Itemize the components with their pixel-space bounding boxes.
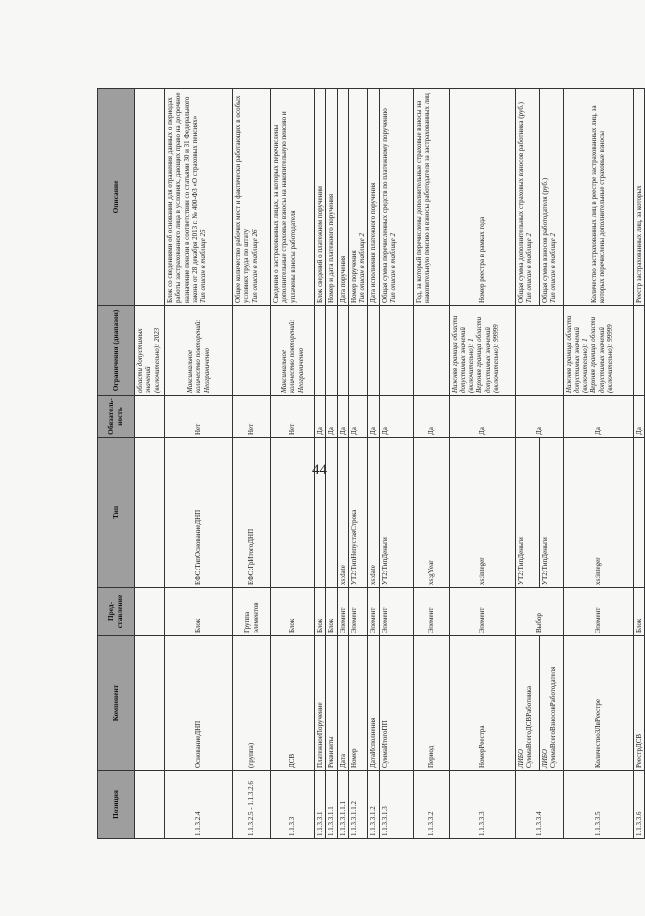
- description-text: Общее количество рабочих мест и фактически работающих в особых условиях труда по штату: [234, 95, 251, 303]
- cell-representation: Блок: [633, 588, 644, 636]
- table-row: [413, 89, 449, 839]
- spec-table: [97, 88, 645, 839]
- table-row: [348, 89, 368, 839]
- cell-position: 1.1.3.3.2: [413, 771, 449, 839]
- cell-representation: Элемент: [563, 588, 633, 636]
- cell-representation: Блок: [326, 588, 337, 636]
- cell-position: 1.1.3.3.1.1.2: [348, 771, 368, 839]
- cell-component: ДСВ: [271, 636, 315, 771]
- range-line: (включительно): 1: [581, 338, 589, 393]
- cell-range: [368, 306, 379, 396]
- table-row: [337, 89, 348, 839]
- cell-required: Да: [326, 396, 337, 438]
- type-note: Тип описан в таблице 2: [548, 233, 557, 303]
- cell-description: Номер и дата платежного поручения: [326, 89, 337, 306]
- cell-required: Да: [315, 396, 326, 438]
- cell-representation: Группа элементов: [233, 588, 271, 636]
- range-line: количество повторений:: [194, 319, 203, 393]
- cell-type: ЕФС:ТипОснованиеДНП: [165, 438, 233, 588]
- cell-type: [633, 438, 644, 588]
- cell-required: Нет: [233, 396, 271, 438]
- cell-position: 1.1.3.3.1.1: [326, 771, 337, 839]
- cell-component: КоличествоЗЛвРеестре: [563, 636, 633, 771]
- cell-required: Да: [368, 396, 379, 438]
- cell-range: [413, 306, 449, 396]
- type-note: Тип описан в таблице 26: [250, 229, 259, 303]
- cell-description: [539, 89, 563, 306]
- cell-description: Номер реестра в рамках года: [449, 89, 515, 306]
- choice-component: СуммаВсегоДСВРаботника: [524, 685, 533, 768]
- cell-component: [539, 636, 563, 771]
- type-note: Тип описан в таблице 2: [358, 233, 366, 303]
- range-line: (включительно): 1: [467, 338, 475, 393]
- description-text: Номер поручения: [349, 250, 358, 303]
- page-number: 44: [312, 462, 327, 478]
- description-text: Общая сумма дополнительных страховых взносов работника (руб.): [516, 102, 525, 303]
- header-representation: Пред-ставление: [98, 588, 135, 636]
- cell-required: Да: [515, 396, 563, 438]
- cell-description: Блок сведений о платежном поручении: [315, 89, 326, 306]
- cell-description: [515, 89, 539, 306]
- cell-component: Реквизиты: [326, 636, 337, 771]
- table-row: [135, 89, 165, 839]
- rotated-table-container: [97, 89, 643, 839]
- description-text: Общая сумма взносов работодателя (руб.): [540, 177, 549, 303]
- cell-required: Да: [413, 396, 449, 438]
- table-row: [539, 89, 563, 839]
- cell-position: 1.1.3.3.5: [563, 771, 633, 839]
- table-row: [563, 89, 633, 839]
- cell-component: СуммаИтогоПП: [379, 636, 413, 771]
- cell-position: 1.1.3.3.1.2: [368, 771, 379, 839]
- table-row: [379, 89, 413, 839]
- range-line: Неограниченно: [296, 347, 305, 393]
- cell-type: УТ2:ТипДеньги: [539, 438, 563, 588]
- cell-type: [326, 438, 337, 588]
- cell-position: 1.1.3.2.5 - 1.1.3.2.6: [233, 771, 271, 839]
- range-line: Верхняя граница области допустимых значений: [589, 316, 606, 393]
- table-row: [271, 89, 315, 839]
- cell-range: [165, 306, 233, 396]
- cell-component: ДатаИсполнения: [368, 636, 379, 771]
- cell-required: Да: [379, 396, 413, 438]
- cell-representation: Элемент: [337, 588, 348, 636]
- cell-range: [633, 306, 644, 396]
- range-line: Неограниченно: [202, 347, 211, 393]
- cell-range: [315, 306, 326, 396]
- cell-representation: Элемент: [413, 588, 449, 636]
- cell-description: Дата поручения: [337, 89, 348, 306]
- cell-range: [233, 306, 271, 396]
- cell-description: [348, 89, 368, 306]
- cell-range: [337, 306, 348, 396]
- range-line: Максимальное: [280, 349, 289, 393]
- range-line: Нижняя граница области допустимых значений: [450, 315, 467, 393]
- choice-lead: ЛИБО: [516, 749, 525, 768]
- range-line: количество повторений:: [288, 319, 297, 393]
- cell-component: ПлатежноеПоручение: [315, 636, 326, 771]
- cell-required: [135, 396, 165, 438]
- cell-position: 1.1.3.2.4: [165, 771, 233, 839]
- cell-range: [135, 306, 165, 396]
- cell-component: ОснованиеДНП: [165, 636, 233, 771]
- cell-range: [563, 306, 633, 396]
- cell-type: xs:date: [368, 438, 379, 588]
- cell-representation: Элемент: [379, 588, 413, 636]
- description-text: Общая сумма перечисленных средств по платежному поручению: [380, 108, 389, 303]
- cell-required: Да: [449, 396, 515, 438]
- cell-range: [326, 306, 337, 396]
- cell-component: [135, 636, 165, 771]
- table-row: [515, 89, 539, 839]
- cell-description: [165, 89, 233, 306]
- cell-range: [271, 306, 315, 396]
- table-row: [449, 89, 515, 839]
- table-row: [633, 89, 644, 839]
- header-description: Описание: [98, 89, 135, 306]
- header-row: [98, 89, 135, 839]
- cell-required: Нет: [165, 396, 233, 438]
- cell-component: [515, 636, 539, 771]
- cell-component: Период: [413, 636, 449, 771]
- choice-component: СуммаВсегоВзносовРаботодателя: [548, 666, 557, 768]
- cell-representation: Блок: [315, 588, 326, 636]
- cell-description: Количество застрахованных лиц в реестре застрахованных лиц, за которых перечислены дополнительные страховые взносы: [563, 89, 633, 306]
- table-row: [326, 89, 337, 839]
- cell-position: [135, 771, 165, 839]
- table-row: [315, 89, 326, 839]
- cell-type: xs:gYear: [413, 438, 449, 588]
- cell-component: (группа): [233, 636, 271, 771]
- header-component: Компонент: [98, 636, 135, 771]
- cell-position: 1.1.3.3.6: [633, 771, 644, 839]
- range-line: Нижняя граница области допустимых значений: [564, 315, 581, 393]
- description-text: Сведения о застрахованных лицах, за которых перечислены дополнительные страховые взносы на накопительную пенсию и уплачены взносы работодателя: [272, 111, 297, 303]
- cell-range: [515, 306, 563, 396]
- description-text: Блок со сведениями об основании для отражения данных о периодах работы застрахованного лица в условиях, дающих право на досрочное назначение пенсии в соответствии со статьями 30 и 31 Федерального закона от 28 декабря 2013 г. № 400-ФЗ «О страховых пенсиях»: [166, 92, 199, 303]
- range-line: области допустимых значений: [136, 328, 153, 393]
- cell-representation: [135, 588, 165, 636]
- cell-required: Да: [633, 396, 644, 438]
- header-range: Ограничения (диапазон): [98, 306, 135, 396]
- cell-representation: Выбор: [515, 588, 563, 636]
- range-line: (включительно): 99999: [491, 324, 500, 393]
- range-line: (включительно): 99999: [605, 324, 614, 393]
- cell-required: Да: [348, 396, 368, 438]
- table-row: [233, 89, 271, 839]
- cell-range: [348, 306, 368, 396]
- range-line: Максимальное: [186, 349, 195, 393]
- cell-position: 1.1.3.3.3: [449, 771, 515, 839]
- range-line: (включительно): 2023: [152, 327, 161, 393]
- cell-position: 1.1.3.3.1.1.1: [337, 771, 348, 839]
- table-row: [165, 89, 233, 839]
- cell-description: Реестр застрахованных лиц, за которых: [633, 89, 644, 306]
- cell-description: [233, 89, 271, 306]
- cell-representation: Элемент: [449, 588, 515, 636]
- cell-representation: Элемент: [368, 588, 379, 636]
- cell-representation: Элемент: [348, 588, 368, 636]
- cell-description: Дата исполнения платежного поручения: [368, 89, 379, 306]
- header-type: Тип: [98, 438, 135, 588]
- cell-description: Год, за который перечислены дополнительные страховые взносы на накопительную пенсию и взносы работодателя за застрахованных лиц: [413, 89, 449, 306]
- cell-range: [449, 306, 515, 396]
- cell-representation: Блок: [271, 588, 315, 636]
- cell-component: Номер: [348, 636, 368, 771]
- cell-range: [379, 306, 413, 396]
- cell-type: [135, 438, 165, 588]
- cell-required: Нет: [271, 396, 315, 438]
- type-note: Тип описан в таблице 2: [388, 233, 397, 303]
- range-line: Верхняя граница области допустимых значений: [475, 316, 492, 393]
- cell-type: УТ2:ТипДеньги: [379, 438, 413, 588]
- cell-type: xs:integer: [449, 438, 515, 588]
- header-position: Позиция: [98, 771, 135, 839]
- cell-position: 1.1.3.3.1: [315, 771, 326, 839]
- cell-description: [271, 89, 315, 306]
- cell-representation: Блок: [165, 588, 233, 636]
- cell-type: [271, 438, 315, 588]
- cell-component: Дата: [337, 636, 348, 771]
- cell-component: НомерРеестра: [449, 636, 515, 771]
- type-note: Тип описан в таблице 2: [524, 233, 533, 303]
- cell-type: xs:date: [337, 438, 348, 588]
- cell-position: 1.1.3.3.1.3: [379, 771, 413, 839]
- type-note: Тип описан в таблице 25: [199, 229, 207, 303]
- cell-type: [315, 438, 326, 588]
- cell-description: [135, 89, 165, 306]
- cell-type: УТ2:ТипДеньги: [515, 438, 539, 588]
- cell-type: xs:integer: [563, 438, 633, 588]
- cell-position: 1.1.3.3: [271, 771, 315, 839]
- cell-component: РеестрДСВ: [633, 636, 644, 771]
- choice-lead: ЛИБО: [540, 749, 549, 768]
- cell-type: ЕФС:ГрИтогоДНП: [233, 438, 271, 588]
- cell-type: УТ2:ТипНепустаяСтрока: [348, 438, 368, 588]
- cell-position: 1.1.3.3.4: [515, 771, 563, 839]
- cell-required: Да: [563, 396, 633, 438]
- table-row: [368, 89, 379, 839]
- header-required: Обязатель-ность: [98, 396, 135, 438]
- cell-required: Да: [337, 396, 348, 438]
- cell-description: [379, 89, 413, 306]
